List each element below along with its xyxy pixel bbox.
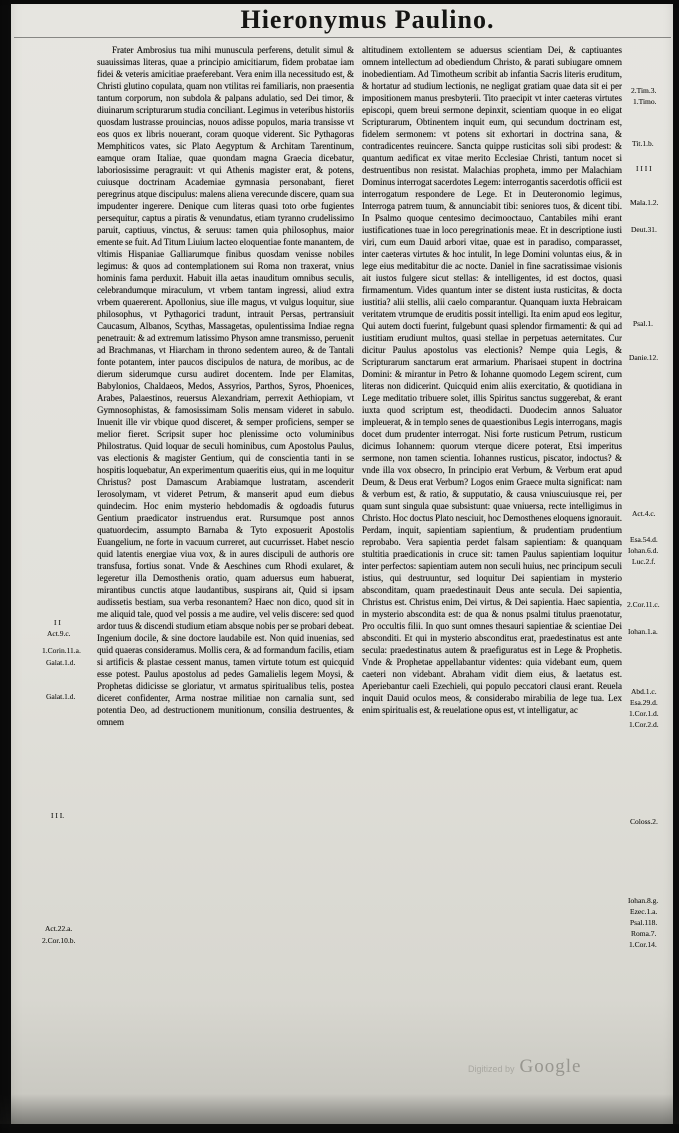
margin-note-right: 1.Timo. [633, 97, 657, 106]
margin-note-left: Galat.1.d. [46, 658, 76, 667]
google-logo: Google [519, 1056, 582, 1077]
margin-note-right: Mala.1.2. [630, 198, 659, 207]
margin-note-right: 1.Cor.2.d. [629, 720, 659, 729]
scan-border-top [0, 0, 679, 4]
text-column-right: altitudinem extollentem se aduersus scientiam Dei, & captiuantes omnem intellectum ad obediendum Christo, & parati subiugare omnem inobedientiam. Ad Timotheum scribit ab infantia Sacris literis eruditum, & hortatur ad studium lectionis, ne negligat gratiam quae data sit ei per impositionem manus presbyterii. Tito praecipit vt inter caeteras virtutes episcopi, quem breui sermone depinxit, scientiam quoque in eo eligat Scripturarum, Obtinentem inquit eum, qui secundum doctrinam est, fidelem sermonem: vt potens sit exhortari in doctrina sana, & contradicentes reuincere. Sancta quippe rusticitas soli sibi prodest: & quantum aedificat ex vitae merito Ecclesiae Christi, tantum nocet si destruentibus non resistat. Malachias propheta, immo per Malachiam Dominus interrogat sacerdotes Legem: interrogantis sacerdotis officii est interrogatum respondere de Lege. Et in Deuteronomio legimus, Interroga patrem tuum, & annunciabit tibi: seniores tuos, & dicent tibi. In Psalmo quoque centesimo decimooctauo, Cantabiles mihi erant iustificationes tuae in loco peregrinationis meae. Et in descriptione iusti viri, cum eum Dauid arbori vitae, quae est in paradiso, comparasset, inter caeteras virtutes & hoc intulit, In lege Domini voluntas eius, & in lege eius meditabitur die ac nocte. Daniel in fine sacratissimae visionis ait iustos fulgere sicut stellas: & intelligentes, id est doctos, quasi firmamentum. Vides quantum inter se distent iusta rusticitas, & docta iustitia? alii stellis, alii caelo comparantur. Quanquam iuxta Hebraicam veritatem vtrumque de eruditis possit intelligi. Ita enim apud eos legitur, Qui autem docti fuerint, fulgebunt quasi splendor firmamenti: & qui ad iustitiam erudiunt multos, quasi stellae in perpetuas aeternitates. Cur dicitur Paulus apostolus vas electionis? Nempe quia Legis, & Scripturarum sanctarum erat armarium. Pharisaei stupent in doctrina Domini: & mirantur in Petro & Iohanne quomodo Legem scirent, cum literas non didicerint. Quicquid enim aliis exercitatio, & quotidiana in Lege meditatio tribuere solet, illis Spiritus sanctus suggerebat, & erant iuxta quod scriptum est, theodidacti. Duodecim annos Saluator impleuerat, & in templo senes de quaestionibus Legis interrogans, magis docet dum prudenter interrogat. Nisi forte rusticum Petrum, rusticum dicimus Iohannem: quorum vterque dicere poterat, Etsi imperitus sermone, non tamen scientia. Iohannes rusticus, piscator, indoctus? & vnde illa vox obsecro, In principio erat Verbum, & Verbum erat apud Deum, & Deus erat Verbum? Logos enim Graece multa significat: nam & verbum est, & ratio, & supputatio, & causa vniuscuiusque rei, per quam sunt singula quae subsistunt: quae vniuersa, recte intelligimus in Christo. Hoc doctus Plato nesciuit, hoc Demosthenes eloquens ignorauit. Perdam, inquit, sapientiam sapientium, & prudentiam prudentium reprobabo. Vera sapientia perdet falsam sapientiam: & quanquam stultitia praedicationis in cruce sit: tamen Paulus sapientiam loquitur inter perfectos: sapientiam autem non seculi huius, nec principum seculi istius, qui destruuntur, sed loquitur Dei sapientiam in mysterio absconditam, quam praedestinauit Deus ante secula. Dei sapientia, Christus est. Christus enim, Dei virtus, & Dei sapientia. Haec sapientia, in mysterio abscondita est: de qua & nonus psalmi titulus praenotatur, Pro occultis filii. In quo sunt omnes thesauri sapientiae & scientiae Dei absconditi. Et qui in mysterio absconditus erat, praedestinatus est ante secula: praedestinatus autem & praefiguratus est in Lege & Prophetis. Vnde & Prophetae appellabantur videntes: quia videbant eum, quem caeteri non videbant. Abraham vidit diem eius, & laetatus est. Aperiebantur caeli Ezechieli, qui populo peccatori clausi erant. Reuela inquit Dauid oculos meos, & considerabo mirabilia de lege tua. Lex enim spiritualis est, & reuelatione opus est, vt intelligatur, ac [362, 45, 622, 715]
digitized-watermark [468, 1056, 581, 1078]
margin-note-right: Deut.31. [631, 225, 657, 234]
scan-border-bottom [0, 1124, 679, 1133]
margin-note-right: Coloss.2. [630, 817, 658, 826]
margin-note-right: 1.Cor.14. [629, 940, 657, 949]
margin-note-right: Iohan.8.g. [628, 896, 659, 905]
margin-note-left: Act.9.c. [47, 629, 71, 638]
margin-note-right: Luc.2.f. [632, 557, 656, 566]
scan-shadow-bottom [0, 1094, 679, 1124]
margin-note-right: Psal.118. [630, 918, 658, 927]
text-column-left: Frater Ambrosius tua mihi munuscula perferens, detulit simul & suauissimas literas, quae a principio amicitiarum, fidem probatae iam fidei & veteris amicitiae praeferebant. Vera enim illa necessitudo est, & Christi glutino copulata, quam non vtilitas rei familiaris, non praesentia tantum corporum, non subdola & palpans adulatio, sed Dei timor, & diuinarum scripturarum studia conciliant. Legimus in veteribus historiis quosdam lustrasse prouincias, nouos adisse populos, maria transisse vt eos quos ex libris nouerant, coram quoque viderent. Sic Pythagoras Memphiticos vates, sic Plato Aegyptum & Architam Tarentinum, eamque oram Italiae, quae quondam magna Graecia dicebatur, laboriosissime peragrauit: vt qui Athenis magister erat, & potens, cuiusque doctrinam Academiae gymnasia personabant, fieret peregrinus atque discipulus: malens aliena verecunde discere, quam sua impudenter ingerere. Denique cum literas quasi toto orbe fugientes persequitur, captus a piratis & venundatus, etiam tyranno crudelissimo paruit, captiuus, vinctus, & seruus: tamen quia philosophus, maior emente se fuit. Ad Titum Liuium lacteo eloquentiae fonte manantem, de vltimis Hispaniae Galliarumque finibus quosdam venisse nobiles legimus: & quos ad contemplationem sui Roma non traxerat, vnius hominis fama perduxit. Habuit illa aetas inauditum omnibus seculis, celebrandumque miraculum, vt vrbem tantam ingressi, aliud extra vrbem quaererent. Apollonius, siue ille magus, vt vulgus loquitur, siue philosophus, vt Pythagorici tradunt, intrauit Persas, pertransiuit Caucasum, Albanos, Scythas, Massagetas, opulentissima Indiae regna penetrauit: & ad extremum latissimo Physon amne transmisso, peruenit ad Brachmanas, vt Hiarcham in throno sedentem aureo, & de Tantali fonte potantem, inter paucos discipulos de natura, de moribus, ac de dierum siderumque cursu audiret docentem. Inde per Elamitas, Babylonios, Chaldaeos, Medos, Assyrios, Parthos, Syros, Phoenices, Arabes, Palaestinos, reuersus Alexandriam, perrexit Aethiopiam, vt Gymnosophistas, & famosissimam Solis mensam videret in sabulo. Inuenit ille vir vbique quod disceret, & semper proficiens, semper se melior fieret. Scripsit super hoc plenissime octo voluminibus Philostratus. Quid loquar de seculi hominibus, cum Apostolus Paulus, vas electionis & magister Gentium, qui de conscientia tanti in se hospitis loquebatur, An experimentum quaeritis eius, qui in me loquitur Christus? post Damascum Arabiamque lustratam, ascenderit Ierosolymam, vt videret Petrum, & manserit apud eum diebus quindecim. Hoc enim mysterio hebdomadis & ogdoadis futurus Gentium praedicator instruendus erat. Rursumque post annos quatuordecim, assumpto Barnaba & Tyto exposuerit Apostolis Euangelium, ne forte in vacuum curreret, aut cucurrisset. Habet nescio quid latentis energiae viua vox, & in aures discipuli de authoris ore transfusa, fortius sonat. Vnde & Aeschines cum Rhodi exularet, & legeretur illa Demosthenis oratio, quam aduersus eum habuerat, mirantibus cunctis atque laudantibus, suspirans ait, Quid si ipsam audissetis bestiam, sua verba resonantem? Haec non dico, quod sit in me aliquid tale, quod vel possis a me audire, vel velis discere: sed quod ardor tuus & discendi studium etiam absque nobis per se probari debeat. Ingenium docile, & sine doctore laudabile est. Non quid inuenias, sed quid quaeras consideramus. Mollis cera, & ad formandum facilis, etiam si artificis & plastae cessent manus, tamen virtute totum est quicquid esse potest. Paulus apostolus ad pedes Gamalielis legem Moysi, & Prophetas didicisse se gloriatur, vt armatus spiritualibus telis, postea diceret confidenter, Arma nostrae militiae non carnalia sunt, sed potentia Deo, ad destructionem munitionum, consilia destruentes, & omnem [97, 45, 354, 727]
margin-note-right: Tit.1.b. [632, 139, 654, 148]
margin-note-right: 2.Tim.3. [631, 86, 657, 95]
margin-note-right: 2.Cor.11.c. [627, 600, 660, 609]
margin-note-right: Abd.1.c. [631, 687, 657, 696]
scan-border-right [673, 0, 679, 1133]
margin-note-right: Psal.1. [633, 319, 654, 328]
margin-note-right: Iohan.6.d. [628, 546, 659, 555]
margin-note-left: 1.Corin.11.a. [42, 646, 81, 655]
margin-note-left: I I I. [51, 811, 65, 820]
margin-note-right: Danie.12. [629, 353, 659, 362]
scan-border-left [0, 0, 11, 1133]
page-title: Hieronymus Paulino. [240, 5, 495, 34]
margin-note-right: I I I I [636, 164, 652, 173]
margin-note-right: 1.Cor.1.d. [629, 709, 659, 718]
margin-note-left: Galat.1.d. [46, 692, 76, 701]
margin-note-left: 2.Cor.10.b. [42, 936, 76, 945]
margin-note-right: Esa.54.d. [630, 535, 658, 544]
header-rule [14, 37, 671, 38]
watermark-label: Digitized by [468, 1064, 515, 1074]
margin-note-right: Ezec.1.a. [630, 907, 658, 916]
margin-note-right: Act.4.c. [632, 509, 656, 518]
margin-note-left: Act.22.a. [45, 924, 73, 933]
margin-note-left: I I [54, 618, 61, 627]
margin-note-right: Iohan.1.a. [628, 627, 658, 636]
margin-note-right: Esa.29.d. [630, 698, 658, 707]
margin-note-right: Roma.7. [631, 929, 657, 938]
